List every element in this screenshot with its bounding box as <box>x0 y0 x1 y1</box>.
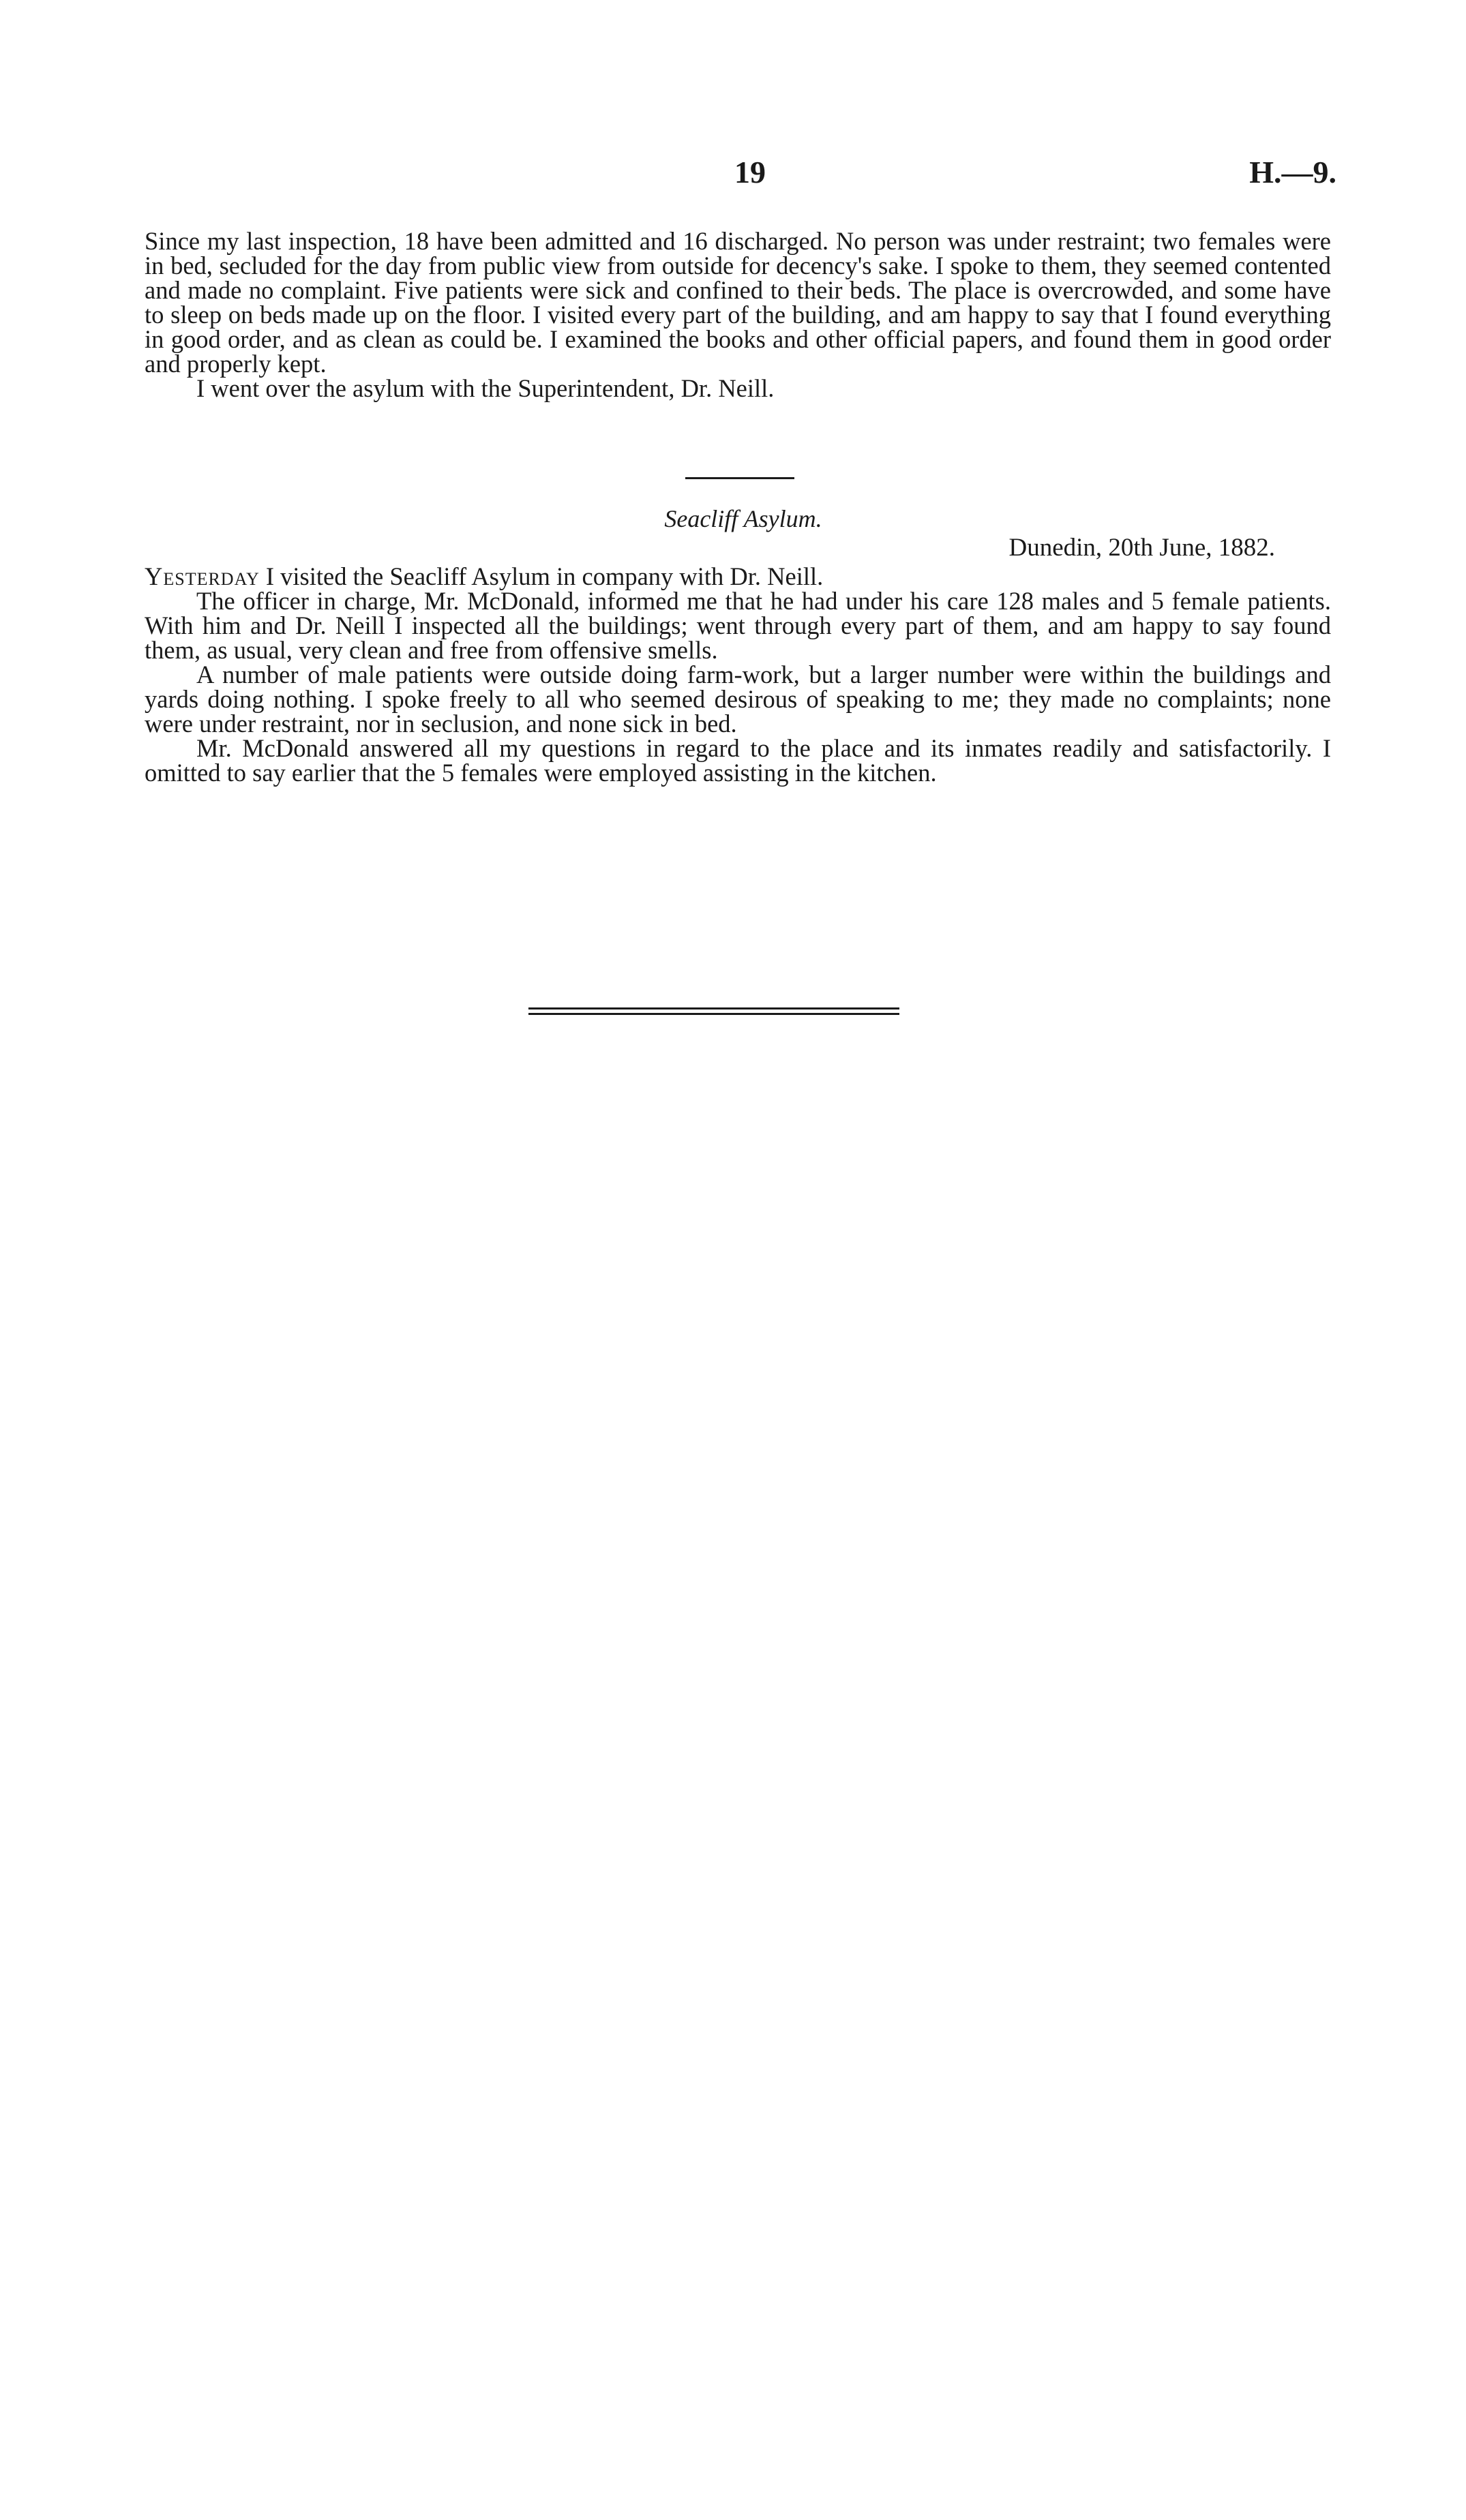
paragraph: The officer in charge, Mr. McDonald, informed me that he had under his care 128 males and 5 female patients. With him and Dr. Neill I inspected all the buildings; went through every part of them, and am happy to say found them, as usual, very clean and free from offensive smells. <box>145 587 1331 664</box>
paragraph: I went over the asylum with the Superintendent, Dr. Neill. <box>196 374 775 402</box>
dateline: Dunedin, 20th June, 1882. <box>1008 534 1275 562</box>
report-section-2 <box>145 564 1331 785</box>
opening-paragraph <box>145 564 1331 589</box>
section-title: Seacliff Asylum. <box>664 505 822 532</box>
paragraph: A number of male patients were outside doing farm-work, but a larger number were within the buildings and yards doing nothing. I spoke freely to all who seemed desirous of speaking to me; they made no complaints; none were under restraint, nor in seclusion, and none sick in bed. <box>145 661 1331 738</box>
page-number: 19 <box>734 155 766 189</box>
section-divider <box>685 477 794 479</box>
series-reference: H.—9. <box>1249 155 1336 189</box>
end-rule <box>528 1007 899 1015</box>
report-section-1 <box>145 229 1331 401</box>
opening-word: Yesterday <box>145 562 260 590</box>
paragraph: Mr. McDonald answered all my questions in regard to the place and its inmates readily and satisfactorily. I omitted to say earlier that the 5 females were employed assisting in the kitchen. <box>145 734 1331 787</box>
paragraph: Since my last inspection, 18 have been admitted and 16 discharged. No person was under restraint; two females were in bed, secluded for the day from public view from outside for decency's sake. I spoke to them, they seemed contented and made no complaint. Five patients were sick and confined to their beds. The place is overcrowded, and some have to sleep on beds made up on the floor. I visited every part of the building, and am happy to say that I found everything in good order, and as clean as could be. I examined the books and other official papers, and found them in good order and properly kept. <box>145 227 1331 378</box>
opening-text: I visited the Seacliff Asylum in company with Dr. Neill. <box>259 562 824 590</box>
